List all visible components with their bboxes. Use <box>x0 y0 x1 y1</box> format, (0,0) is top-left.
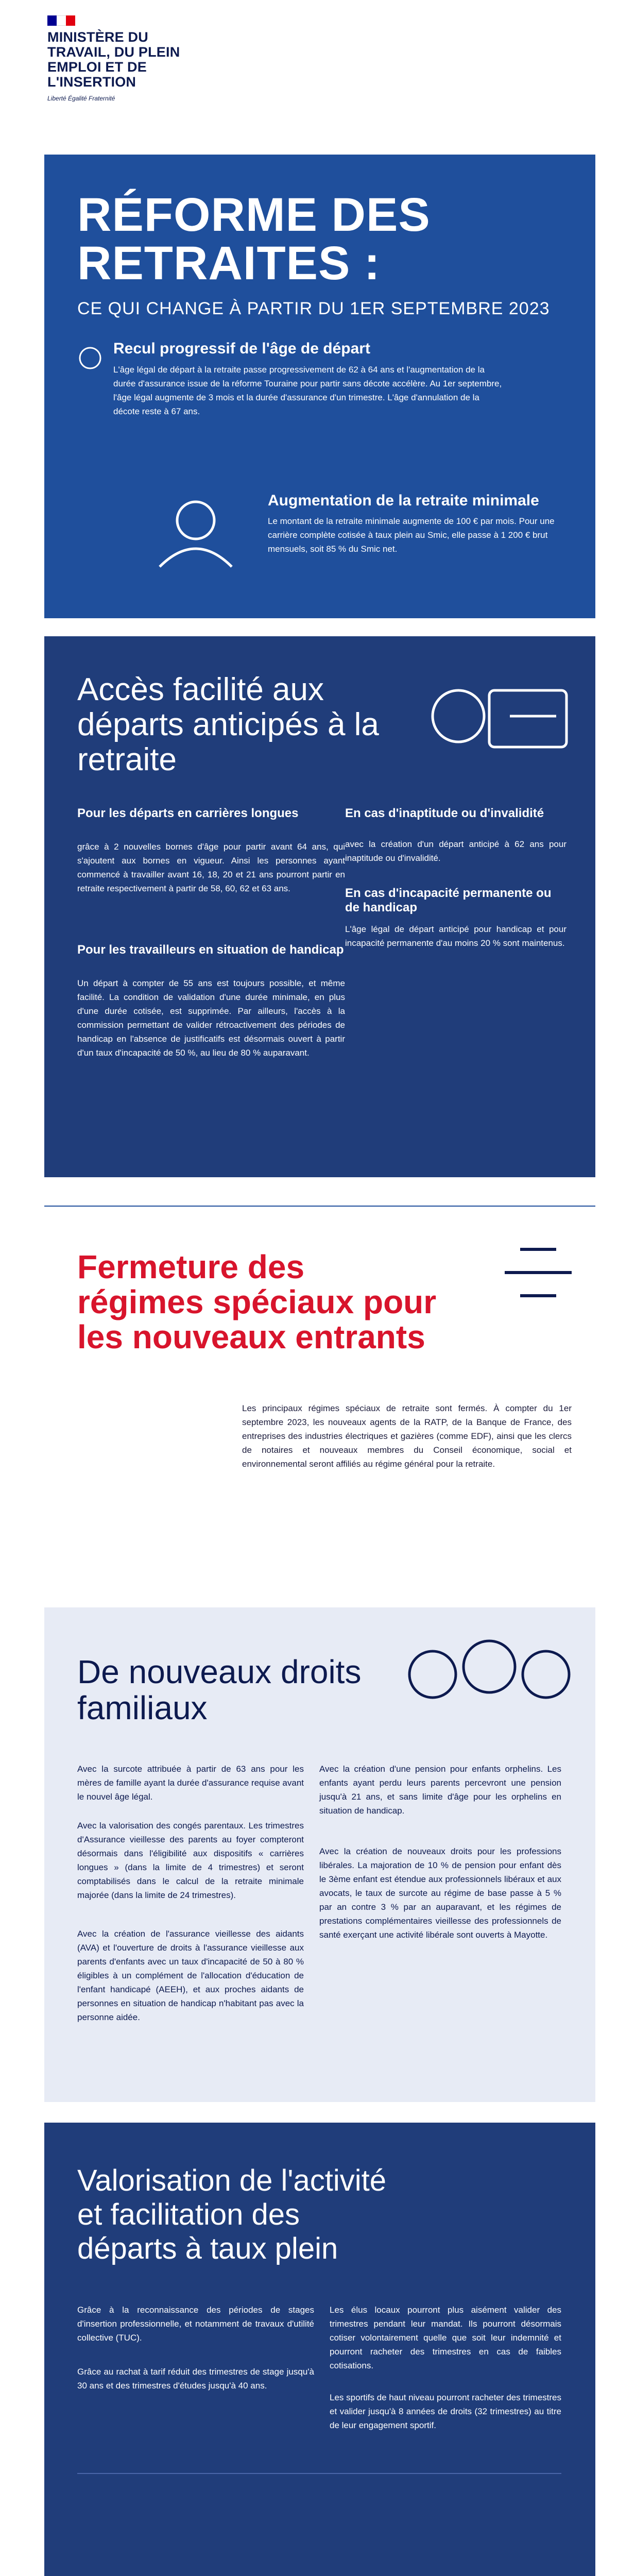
rachat-text: Grâce au rachat à tarif réduit des trimestres de stage jusqu'à 30 ans et des trimestres d'études jusqu'à 40 ans. <box>77 2367 314 2391</box>
aidants-text: Avec la création de l'assurance vieillesse des aidants (AVA) et l'ouverture de droits à l'assurance vieillesse aux parents d'enfants avec un taux d'incapacité de 50 à 80 % éligibles à un complément de l'allocation d'éducation de l'enfant handicapé (AEEH), et aux proches aidants de personnes en situation de handicap n'habitant pas avec la personne aidée. <box>77 1929 304 2022</box>
family-icon <box>397 1638 582 1731</box>
regimes-speciaux-text: Les principaux régimes spéciaux de retraite sont fermés. À compter du 1er septembre 2023, les nouveaux agents de la RATP, de la Banque de France, des entreprises des industries électriques et gazières (comme EDF), ainsi que les clercs de notaires et nouveaux membres du Conseil économique, social et environnemental seront affiliés au régime général pour la retraite. <box>242 1403 572 1469</box>
sportifs-text: Les sportifs de haut niveau pourront racheter des trimestres et valider jusqu'à 8 années de droits (32 trimestres) au titre de leur engagement sportif. <box>330 2393 561 2430</box>
orphelins-text: Avec la création d'une pension pour enfants orphelins. Les enfants ayant perdu leurs parents percevront une pension jusqu'à 21 ans, et sans limite d'âge pour les orphelins en situation de handicap. <box>319 1764 561 1816</box>
conges-parentaux-text: Avec la valorisation des congés parentaux. Les trimestres d'Assurance vieillesse des parents au foyer compteront désormais dans l'éligibilité aux dispositifs « carrières longues » (dans la limite de 4 trimestres) et seront comptabilisés dans le calcul de la retraite minimale majorée (dans la limite de 24 trimestres). <box>77 1821 304 1900</box>
carrieres-longues-title: Pour les départs en carrières longues <box>77 806 299 820</box>
handicap-title: Pour les travailleurs en situation de handicap <box>77 943 344 957</box>
inaptitude-title: En cas d'inaptitude ou d'invalidité <box>345 806 544 820</box>
handicap-text: Un départ à compter de 55 ans est toujours possible, et même facilité. La condition de validation d'une durée minimale, en plus d'une durée cotisée, est supprimée. Par ailleurs, l'accès à la commission permettant de valider rétroactivement des périodes de handicap en l'absence de justificatifs est désormais ouvert à partir d'un taux d'incapacité de 50 %, au lieu de 80 % auparavant. <box>77 978 345 1058</box>
person-icon <box>149 489 242 572</box>
section-title-depart-anticipe: Accès facilité aux départs anticipés à la retraite <box>77 672 379 777</box>
surcote-text: Avec la surcote attribuée à partir de 63 ans pour les mères de famille ayant la durée d'assurance requise avant le nouvel âge légal. <box>77 1764 304 1802</box>
age-icon <box>77 345 103 371</box>
elus-text: Les élus locaux pourront plus aisément valider des trimestres pendant leur mandat. Ils pourront désormais cotiser volontairement quelle que soit leur indemnité et pourront racheter des trimestres en cas de faibles cotisations. <box>330 2305 561 2370</box>
cut-icon <box>494 1234 582 1311</box>
republic-flag <box>47 15 75 26</box>
carrieres-longues-text: grâce à 2 nouvelles bornes d'âge pour partir avant 64 ans, qui s'ajoutent aux bornes en vigueur. Ainsi les personnes ayant commencé à travailler avant 16, 18, 20 et 21 ans pourront partir en retraite respectivement à partir de 58, 60, 62 et 63 ans. <box>77 842 345 893</box>
liberales-text: Avec la création de nouveaux droits pour les professions libérales. La majoration de 10 % de pension pour enfant dès le 3ème enfant est étendue aux professionnels libéraux et aux avocats, le taux de surcote au régime de base passe à 5 % par an contre 3 % par an auparavant, et les régimes de prestations complémentaires vieillesse des professionnels de santé exerçant une activité libérale sont ouverts à Mayotte. <box>319 1846 561 1940</box>
page-subtitle: CE QUI CHANGE À PARTIR DU 1ER SEPTEMBRE 2023 <box>77 299 550 318</box>
stages-text: Grâce à la reconnaissance des périodes de stages d'insertion professionnelle, et notamment de travaux d'utilité collective (TUC). <box>77 2305 314 2343</box>
incapacite-title: En cas d'incapacité permanente ou de handicap <box>345 886 552 914</box>
valorisation-title-line2: et facilitation des <box>77 2198 300 2231</box>
ministry-name: MINISTÈRE DU TRAVAIL, DU PLEIN EMPLOI ET DE L'INSERTION <box>47 29 180 90</box>
page-title: RÉFORME DES RETRAITES : <box>77 189 431 290</box>
divider <box>44 1206 595 1207</box>
recul-title: Recul progressif de l'âge de départ <box>113 340 370 357</box>
recul-text: L'âge légal de départ à la retraite passe progressivement de 62 à 64 ans et l'augmentation de la durée d'assurance issue de la réforme Touraine pour partir sans décote accélère. Au 1er septembre, l'âge légal augmente de 3 mois et la durée d'assurance d'un trimestre. L'âge d'annulation de la décote reste à 67 ans. <box>113 365 502 416</box>
valorisation-title-line3: départs à taux plein <box>77 2232 338 2265</box>
section-title-regimes-speciaux: Fermeture des régimes spéciaux pour les nouveaux entrants <box>77 1248 437 1355</box>
inaptitude-text: avec la création d'un départ anticipé à 62 ans pour inaptitude ou d'invalidité. <box>345 839 566 863</box>
section-title-valorisation <box>77 2164 592 2266</box>
minimum-title: Augmentation de la retraite minimale <box>268 492 539 509</box>
divider <box>77 2473 561 2474</box>
id-card-icon <box>427 670 577 773</box>
incapacite-text: L'âge légal de départ anticipé pour handicap et pour incapacité permanente d'au moins 20 % sont maintenus. <box>345 924 566 948</box>
minimum-text: Le montant de la retraite minimale augmente de 100 € par mois. Pour une carrière complète cotisée à taux plein au Smic, elle passe à 1 200 € brut mensuels, soit 85 % du Smic net. <box>268 516 555 554</box>
valorisation-title-line1: Valorisation de l'activité <box>77 2164 386 2197</box>
republic-motto: Liberté Égalité Fraternité <box>47 95 115 102</box>
section-title-droits-familiaux: De nouveaux droits familiaux <box>77 1653 362 1726</box>
